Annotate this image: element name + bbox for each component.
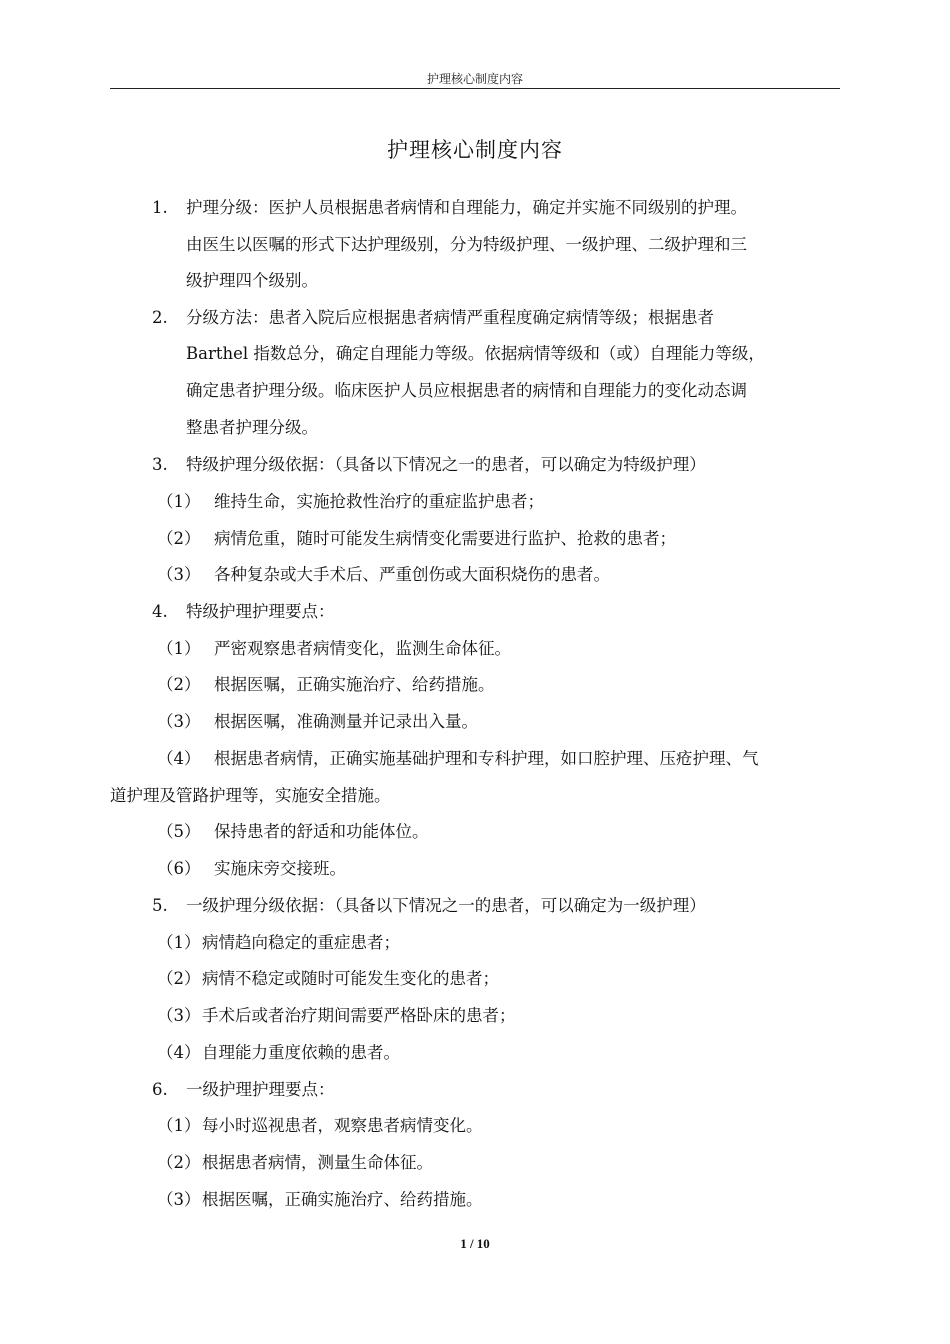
item-text: 特级护理分级依据：（具备以下情况之一的患者，可以确定为特级护理） (186, 455, 706, 474)
item-number: （1） (157, 492, 201, 511)
item-number: （4） (157, 1043, 201, 1062)
item-number: （2） (157, 969, 201, 988)
item-text: 由医生以医嘱的形式下达护理级别，分为特级护理、一级护理、二级护理和三 (186, 235, 747, 254)
item-text: 各种复杂或大手术后、严重创伤或大面积烧伤的患者。 (214, 565, 610, 584)
item-text: 特级护理护理要点： (186, 602, 335, 621)
item-number: （2） (157, 1153, 201, 1172)
item-number: （6） (157, 859, 201, 878)
item-number: （4） (157, 749, 201, 768)
item-text: 保持患者的舒适和功能体位。 (214, 822, 429, 841)
item-number: （1） (157, 933, 201, 952)
item-text: 根据医嘱，正确实施治疗、给药措施。 (214, 675, 495, 694)
item-text: 根据患者病情，测量生命体征。 (202, 1153, 433, 1172)
item-text: 病情危重，随时可能发生病情变化需要进行监护、抢救的患者； (214, 529, 676, 548)
item-text: 实施床旁交接班。 (214, 859, 346, 878)
item-text: 严密观察患者病情变化，监测生命体征。 (214, 639, 511, 658)
item-number: 3. (152, 455, 168, 474)
item-number: （3） (157, 565, 201, 584)
running-header (110, 68, 840, 89)
item-text: 一级护理分级依据：（具备以下情况之一的患者，可以确定为一级护理） (186, 896, 706, 915)
item-text: 分级方法：患者入院后应根据患者病情严重程度确定病情等级；根据患者 (186, 308, 714, 327)
item-number: （3） (157, 712, 201, 731)
item-number: （1） (157, 1116, 201, 1135)
item-number: （3） (157, 1190, 201, 1209)
item-text: 每小时巡视患者，观察患者病情变化。 (202, 1116, 483, 1135)
item-text: 根据医嘱，正确实施治疗、给药措施。 (202, 1190, 483, 1209)
item-text: 整患者护理分级。 (186, 418, 318, 437)
item-number: （2） (157, 529, 201, 548)
item-number: 1. (152, 198, 168, 217)
item-text: 护理分级：医护人员根据患者病情和自理能力，确定并实施不同级别的护理。 (186, 198, 747, 217)
item-number: 4. (152, 602, 168, 621)
item-text: 病情不稳定或随时可能发生变化的患者； (202, 969, 499, 988)
item-text: 确定患者护理分级。临床医护人员应根据患者的病情和自理能力的变化动态调 (186, 381, 747, 400)
item-number: （1） (157, 639, 201, 658)
item-text: 级护理四个级别。 (186, 271, 318, 290)
item-text: 一级护理护理要点： (186, 1080, 335, 1099)
running-header-title: 护理核心制度内容 (426, 72, 523, 86)
item-text: 根据医嘱，准确测量并记录出入量。 (214, 712, 478, 731)
page-number: 1 / 10 (460, 1236, 490, 1251)
item-text: 手术后或者治疗期间需要严格卧床的患者； (202, 1006, 516, 1025)
item-text: 道护理及管路护理等，实施安全措施。 (110, 786, 391, 805)
item-number: （5） (157, 822, 201, 841)
item-text: 维持生命，实施抢救性治疗的重症监护患者； (214, 492, 544, 511)
item-number: （2） (157, 675, 201, 694)
item-number: 6. (152, 1080, 168, 1099)
item-text: 根据患者病情，正确实施基础护理和专科护理，如口腔护理、压疮护理、气 (214, 749, 759, 768)
item-number: （3） (157, 1006, 201, 1025)
item-text: Barthel 指数总分，确定自理能力等级。依据病情等级和（或）自理能力等级， (186, 344, 765, 363)
document-title: 护理核心制度内容 (387, 138, 563, 162)
item-text: 自理能力重度依赖的患者。 (202, 1043, 400, 1062)
item-number: 2. (152, 308, 168, 327)
item-number: 5. (152, 896, 168, 915)
item-text: 病情趋向稳定的重症患者； (202, 933, 400, 952)
